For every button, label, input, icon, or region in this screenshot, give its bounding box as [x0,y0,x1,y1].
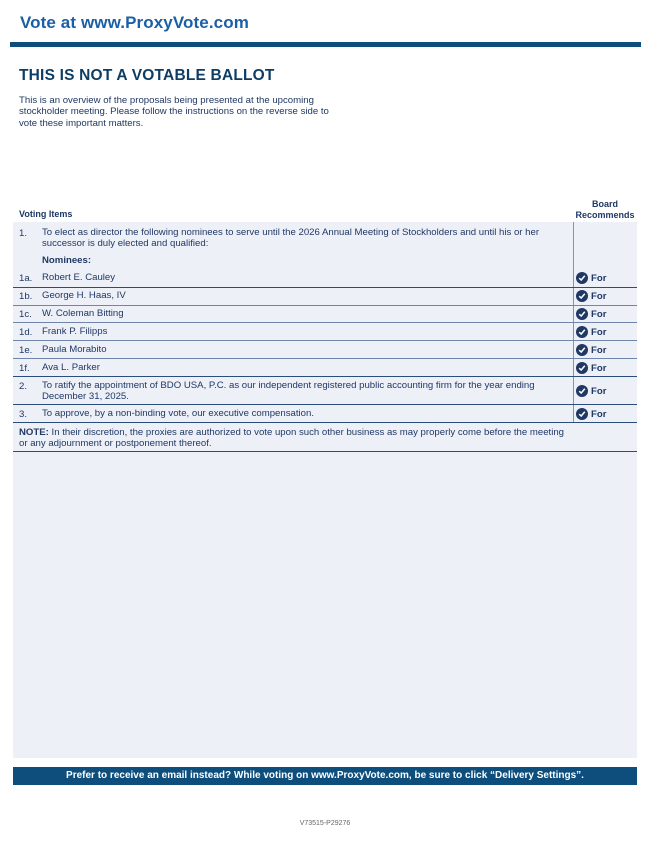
board-label: Board [591,199,618,209]
check-circle-icon [576,344,588,356]
proposal-1-number: 1. [19,228,28,239]
nominee-name: George H. Haas, IV [42,290,126,301]
note-label: NOTE: [19,427,49,438]
check-circle-icon [576,308,588,320]
check-circle-icon [576,385,588,397]
row-divider [13,404,637,405]
proposal-1-text: To elect as director the following nominees to serve until the 2026 Annual Meeting of Stockholders and until his or her successor is duly elected and qualified: [42,227,540,249]
board-recommendation [576,344,606,356]
recommendation-label: For [591,290,607,302]
recommendation-label: For [591,362,607,374]
ballot-heading: THIS IS NOT A VOTABLE BALLOT [19,67,275,84]
board-recommendation [576,385,606,397]
row-divider [13,358,637,359]
board-recommendation [576,308,606,320]
check-circle-icon [576,326,588,338]
nominee-name: Paula Morabito [42,344,107,355]
nominee-number: 1d. [19,327,33,338]
column-header-voting-items: Voting Items [19,209,73,219]
nominee-number: 1b. [19,291,33,302]
board-recommendation [576,272,606,284]
recommendation-label: For [591,326,607,338]
row-divider [13,340,637,341]
nominee-name: Frank P. Filipps [42,326,108,337]
proposal-2-number: 2. [19,381,28,392]
proposal-2-text: To ratify the appointment of BDO USA, P.C. as our independent registered public accounting firm for the year ending December 31, 2025. [42,380,535,402]
proposal-3-number: 3. [19,409,28,420]
board-recommendation [576,408,606,420]
delivery-settings-banner: Prefer to receive an email instead? While voting on www.ProxyVote.com, be sure to click “Delivery Settings”. [13,767,637,785]
nominee-name: Ava L. Parker [42,362,100,373]
board-recommendation [576,362,606,374]
check-circle-icon [576,408,588,420]
recommendation-label: For [591,272,607,284]
check-circle-icon [576,272,588,284]
recommendation-label: For [591,408,607,420]
header-divider [10,42,641,47]
nominee-name: Robert E. Cauley [42,272,116,283]
note-paragraph [19,428,575,450]
voting-items-panel [13,222,637,758]
recommends-label: Recommends [575,209,635,220]
recommendation-label: For [591,344,607,356]
nominee-number: 1c. [19,309,32,320]
proposal-3-text: To approve, by a non-binding vote, our executive compensation. [42,408,314,419]
check-circle-icon [576,290,588,302]
row-divider [13,376,637,377]
intro-text: This is an overview of the proposals being presented at the upcoming stockholder meeting. Please follow the instructions on the reverse side to vote these important matters. [19,95,329,129]
nominees-label: Nominees: [42,255,92,266]
board-recommendation [576,290,606,302]
row-divider [13,287,637,288]
page-header-title: Vote at www.ProxyVote.com [20,13,249,32]
recommendation-label: For [591,385,607,397]
row-divider [13,451,637,452]
row-divider [13,322,637,323]
nominee-number: 1f. [19,363,30,374]
document-code: V73515-P29276 [299,820,351,827]
check-circle-icon [576,362,588,374]
nominee-number: 1a. [19,273,33,284]
nominee-name: W. Coleman Bitting [42,308,124,319]
note-text: In their discretion, the proxies are authorized to vote upon such other business as may properly come before the meeting or any adjournment or postponement thereof. [19,427,565,449]
row-divider [13,305,637,306]
recommendation-label: For [591,308,607,320]
column-header-board-recommends [573,199,637,220]
row-divider [13,422,637,423]
nominee-number: 1e. [19,345,33,356]
board-recommendation [576,326,606,338]
